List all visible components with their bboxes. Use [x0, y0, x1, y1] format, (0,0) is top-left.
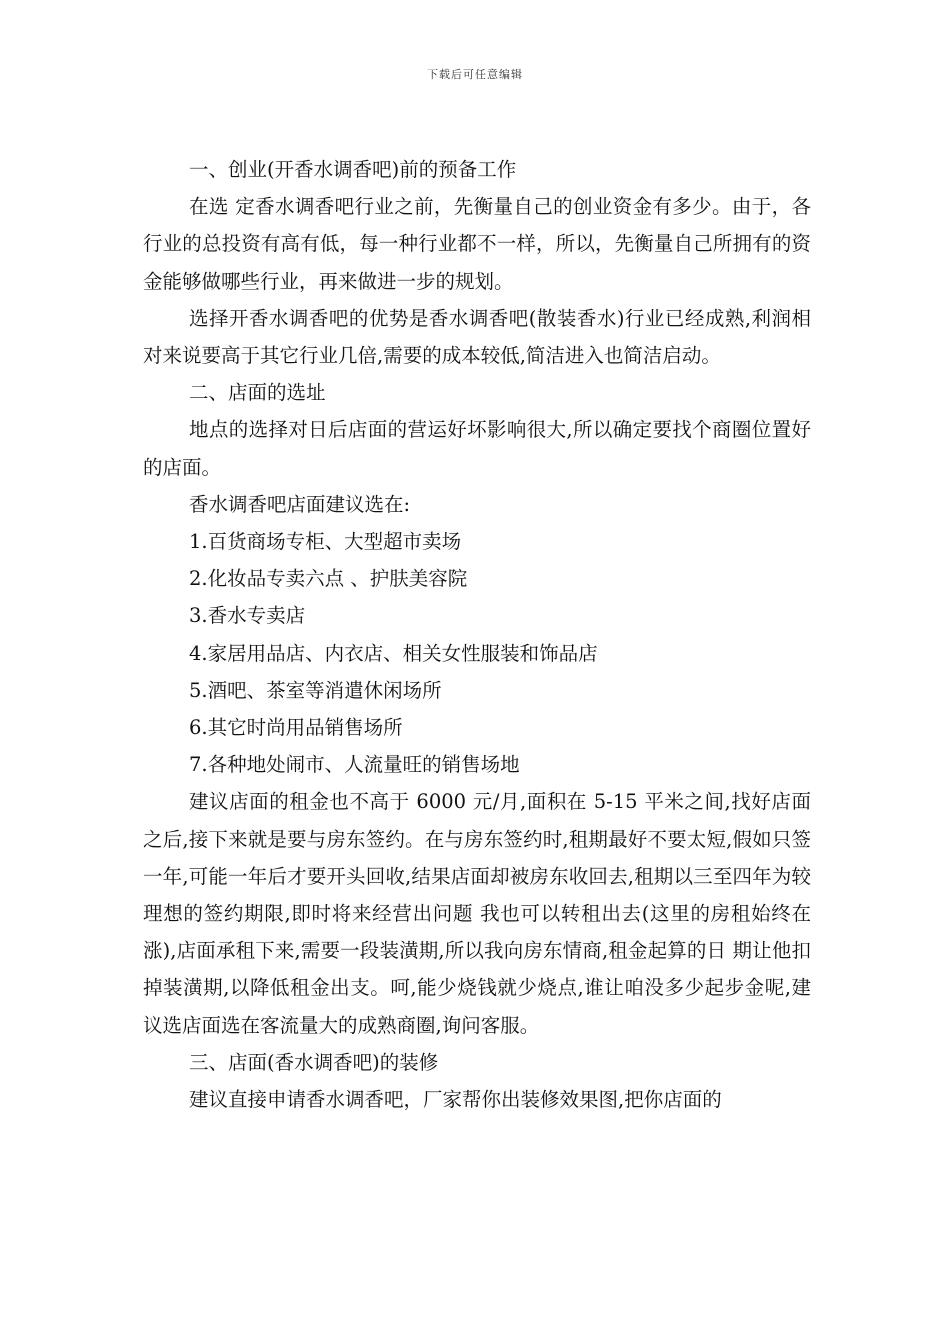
- paragraph: 香水调香吧店面建议选在:: [189, 492, 411, 516]
- page-header: 下载后可任意编辑: [427, 68, 523, 81]
- paragraph: 在选 定香水调香吧行业之前，先衡量自己的创业资金有多少。由于，各行业的总投资有高有低，每一种行业都不一样，所以，先衡量自己所拥有的资金能够做哪些行业，再来做进一步的规划。: [143, 195, 811, 293]
- list-item: 5.酒吧、茶室等消遣休闲场所: [189, 678, 442, 702]
- section-heading-3: 三、店面(香水调香吧)的装修: [189, 1050, 439, 1074]
- list-item: 6.其它时尚用品销售场所: [189, 716, 403, 740]
- section-heading-2: 二、店面的选址: [189, 381, 326, 405]
- paragraph: 选择开香水调香吧的优势是香水调香吧(散装香水)行业已经成熟,利润相对来说要高于其它行业几倍,需要的成本较低,简洁进入也简洁启动。: [143, 306, 811, 368]
- list-item: 3.香水专卖店: [189, 604, 306, 628]
- list-item: 1.百货商场专柜、大型超市卖场: [189, 530, 462, 554]
- list-item: 4.家居用品店、内衣店、相关女性服装和饰品店: [189, 641, 598, 665]
- paragraph: 建议店面的租金也不高于 6000 元/月,面积在 5-15 平米之间,找好店面之后,接下来就是要与房东签约。在与房东签约时,租期最好不要太短,假如只签一年,可能一年后才要开头回收,结果店面却被房东收回去,租期以三至四年为较理想的签约期限,即时将来经营出问题 我也可以转租出去(这里的房租始终在涨),店面承租下来,需要一段装潢期,所以我向房东情商,租金起算的日 期让他扣掉装潢期,以降低租金出支。呵,能少烧钱就少烧点,谁让咱没多少起步金呢,建议选店面选在客流量大的成熟商圈,询问客服。: [143, 790, 811, 1037]
- list-item: 7.各种地处闹市、人流量旺的销售场地: [189, 753, 520, 777]
- document-body: [143, 151, 811, 1118]
- list-item: 2.化妆品专卖六点 、护肤美容院: [189, 567, 468, 591]
- paragraph: 地点的选择对日后店面的营运好坏影响很大,所以确定要找个商圈位置好的店面。: [143, 418, 811, 479]
- paragraph: 建议直接申请香水调香吧，厂家帮你出装修效果图,把你店面的: [189, 1088, 722, 1112]
- section-heading-1: 一、创业(开香水调香吧)前的预备工作: [189, 158, 517, 181]
